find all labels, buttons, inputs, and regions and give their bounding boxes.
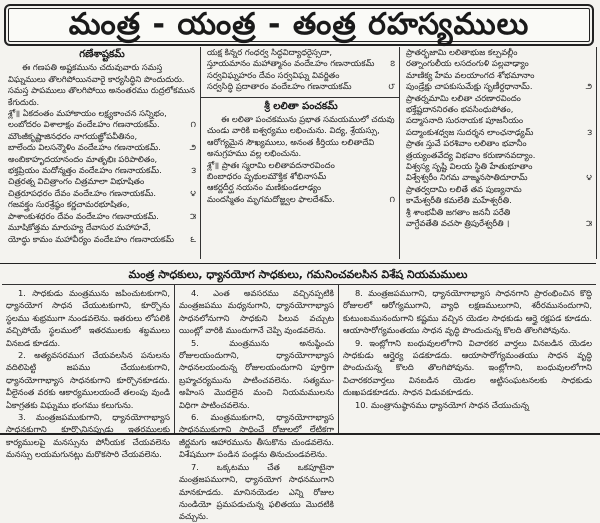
verse-text: పుండ్రేక్షు చాపకుసుమేక్షు సృణీర్దధానామ్. [406,81,533,92]
verse-text: పద్మాంకుశధ్వజ సుదర్శన లాంఛనాఢ్యమ్ [406,126,534,137]
lalita-heading: శ్రీ లలితా పంచకమ్ [264,100,338,112]
verse-number: ౧ [190,119,196,130]
ganesha-heading: గణేశాష్టకమ్ [79,49,125,60]
verse-text: విశ్వేశ్వరీం నిగమ వాఙ్మనసాతిదూరామ్ [406,172,528,183]
rule-item: 7. ఒక్కటము చేత ఒకపూటైనా మంత్రజపముగాని, ధ్యానయోగ సాధనముగాని మానకూడదు. మానినయెడల ఎన్ని రోజుల నుండియో ప్రమపడుచున్న ఫలితయు మొదటికి వచ్చును. [179,461,334,522]
middle-column [200,47,399,259]
verse-text: ప్రాతర్వదామి లలితే తవ పుణ్యనామ [406,183,522,194]
page-title: మంత్ర - యంత్ర - తంత్ర రహస్యములు [68,7,530,42]
verse-text: చిత్రరత్న విచిత్రాంగం చిత్రమాలా విభూషితం [8,176,145,187]
verse-number: ౨ [189,142,196,153]
verse-text: అంబికాహృదయానందం మాతృభిః పరిపాలితం, [8,153,158,164]
horizontal-rule [0,263,596,264]
verse-number: ౪ [586,172,592,183]
rule-item: 2. అత్యవసరముగ చేయవలసిన పనులను వదిలిపెట్టి జపము చేయుటకుగాని, ధ్యానయోగాభ్యాస సాధనకుగాని కూర్చొనకూడదు. వీలైనంత వరకు ఆకార్యములయందే తలంపు వుండి ఏకాగ్రతకు విఘ్నము భంగము కలుగును. [6,350,170,410]
verse-text: శ్రీ శాంభవీతి జగతాం జననీ పరేతి [406,206,511,217]
verse-text: భక్తప్రియం మదోన్మత్తం వందేఽహం గణనాయకమ్. [8,165,162,176]
verse-text: శ్లో॥ ప్రాతః స్మరామి లలితావదనారవిందం [207,159,335,170]
bottom-border [0,433,600,435]
title-banner [4,4,594,46]
verse-line [207,47,395,58]
verse-line [207,58,395,69]
verse-line [406,218,592,229]
hymns-section [2,47,596,257]
verse-text: లంబోదరం విశాలాక్షం వందేఽహం గణనాయకమ్. [8,119,160,130]
verse-number: ౩ [191,165,196,176]
verse-number: ౭ [390,58,395,69]
verse-line [406,161,592,172]
verse-text: ఆకర్ణదీర్ఘ నయనం మణికుండలాఢ్యం [207,182,322,193]
verse-text: త్రయ్యంతవేద్య విభవాం కరుణానవద్యాం. [406,149,536,160]
verse-line [8,234,196,245]
verse-text: యోద్ధు కామం మహావీర్యం వందేఽహం గణనాయకమ్ [8,233,174,244]
verse-line [406,138,592,149]
verse-number: ౫ [190,210,196,221]
verse-text: వాగ్దేవతేతి వచసా త్రిపురేశ్వరీతి । [406,218,510,229]
verse-line [8,131,196,142]
verse-number: ౧ [389,193,395,204]
verse-line [207,160,395,171]
verse-text: మూషికోత్తమ మారుహ్య దేవాసుర మహాహవే, [8,222,151,233]
verse-text: భక్తేష్టదాననిరతం భవసింధుపోతం, [406,104,514,115]
verse-line [406,58,592,69]
verse-text: పాశాంకుశధరం దేవం వందేఽహం గణనాయకమ్. [8,210,159,221]
verse-number: ౩ [587,126,592,137]
verse-line [406,93,592,104]
ganesha-verses [8,108,196,245]
verse-text: సర్వసిద్ధి ప్రదాతారం వందేఽహం గణనాయకమ్ [207,81,352,92]
verse-line [406,150,592,161]
verse-text: శ్లో॥ ఏకదంతం మహాకాయం లక్ష్యకాంచన సన్నిభం, [8,108,167,119]
verse-line [207,171,395,182]
verse-line [8,199,196,210]
verse-line [207,182,395,193]
verse-line [8,165,196,176]
rule-item: 4. ఎంత అవసరము వచ్చినప్పటికి మంత్రజపము మధ్యనుగాని, ధ్యానయోగాభ్యాస సాధనలోనుగాని సాధకుని పిలువ వచ్చుట యింట్లో వారికి ముందుగానే చెప్పి వుండవలెను. [179,288,334,336]
verse-line [8,188,196,199]
verse-line [8,222,196,233]
rule-item: 3. మంత్రజపముకుగాని, ధ్యానయోగాభ్యాస సాధనకుగాని కూర్చొనినప్పుడు ఇతరములకు కార్యములపై మనస్సును పోనీయక చేయవలెను మనస్సు లయమగునట్లు మరొకసారి చేయవలెను. [6,412,170,460]
rules-column-2 [174,285,338,522]
rules-section [2,284,596,522]
verse-text: బింబాధరం పృథులమౌక్తిక శోభినాసమ్ [207,171,327,182]
verse-line [406,104,592,115]
lalita-intro: ఈ లలితా పంచకమును ప్రభాత సమయములో చదువు చుండు వారికి ఐశ్వర్యము లభించును. విద్య, శ్రేయస్సు, ఆరోగ్యమైన సౌఖ్యములు, అనంత కీర్తియు లలితాదేవి అనుగ్రహము వల్ల లభించును. [207,114,395,159]
verse-text: ప్రాతః స్తువే పరశివాం లలితాం భవానీం [406,138,527,149]
right-column [399,47,596,259]
rule-item: 5. మంత్రమును అనుష్ఠించు రోజులయందుగాని, ధ్యానయోగాభ్యాస సాధనలయందున్న రోజులయందుగాని పూర్తిగా బ్రహ్మచర్యమును పాటించవలెను. సత్యము-అహింస మొదలైన మంచి నియమములను విధిగా పాటించవలెను. [179,337,334,410]
verse-line [406,195,592,206]
verse-number: ౫ [586,218,592,229]
verse-text: యక్ష కిన్నర గంధర్వ సిద్ధవిద్యాధరైస్సదా, [207,47,332,57]
verse-line [8,154,196,165]
verse-line [406,70,592,81]
verse-text: మందస్మితం మృగమదోజ్జ్వల ఫాలదేశమ్. [207,193,335,204]
ganesha-column [2,47,200,259]
verse-line [406,172,592,183]
ganesha-intro: ఈ గణపతి అష్టకమును చదువువారు సమస్త విఘ్నములు తొలగిపోయినవారై కార్యసిద్ధిని పొందుదురు. సమస్త పాపములు తొలగిపోయి అనంతరము రుద్రలోకమున కేగుదురు. [8,62,195,107]
verse-text: ప్రాతర్నమామి లలితా చరణారవిందం [406,92,521,103]
verse-text: రత్నాంగులీయ లసదంగుళి పల్లవాఢ్యాం [406,58,529,69]
lalita-verses-part2 [406,47,592,230]
verse-line [406,47,592,58]
rule-item: 6. మంత్రముకుగాని, ధ్యానయోగాభ్యాస సాధనముకుగాని సాధించే రోజులలో లేటికగా జీర్ణమగు ఆహారమును తీసుకొను చుండవలెను. విశేషముగా పండిన పండ్లను తినుచుండవలెను. [179,412,334,460]
verse-text: ప్రాతర్భజామి లలితాభుజ కల్పవల్లీం [406,47,518,57]
verse-line [406,115,592,126]
lalita-verses-part1 [207,160,395,206]
rule-item: 8. మంత్రజపముగాని, ధ్యానయోగాభ్యాస సాధనగాని ప్రారంభించిన కొద్ది రోజులలో ఆరోగ్యముగాని, వ్యాధి లక్షణములుగాని, శరీరమునందుగాని, కుటుంబమునందుగాని కష్టము వచ్చిన యెడల సాధకుడు ఆర్తై రక్షపడ కూడదు. ఆయాసారోగ్యమంతయు సాధన వృద్ధి పొందుచున్న కొలది తొలగిపోవును. [343,288,592,336]
verse-number: ౨ [585,81,592,92]
verse-text: బాలేందు విలసన్మౌళిం వందేఽహం గణనాయకమ్. [8,142,161,153]
verse-line [207,81,395,92]
verse-line [8,142,196,153]
verse-number: ౬ [190,233,196,244]
verse-text: స్తూయమానం మహాత్మానం వందేఽహం గణనాయకమ్ [207,58,375,69]
verse-line [207,194,395,205]
rule-item: 10. మంత్రానుష్ఠానము ధ్యానయోగ సాధన చేయుచున్న [355,399,529,410]
rules-column-3 [338,285,596,433]
verse-line [8,176,196,187]
verse-line [8,119,196,130]
verse-text: కామేశ్వరీతి కమలేతి మహేశ్వరీతి. [406,195,512,206]
column-border [596,47,597,259]
verse-text: సర్వవిఘ్నహరం దేవం సర్వవిఘ్న వివర్జితం [207,69,340,80]
verse-text: పద్మాసనాది సురనాయక పూజనీయం [406,115,524,126]
verse-text: మౌంజీకృష్ణాజినధరం నాగయజ్ఞోపవీతినం, [8,130,138,141]
verse-line [406,127,592,138]
section-divider [201,97,399,98]
verse-text: విశ్వస్య సృష్టి విలయ స్థితి హేతుభూతాం [406,161,533,172]
rule-item: 1. సాధకుడు మంత్రమును జపించుటకుగాని, ధ్యానయోగ సాధన చేయుటకుగాని, కూర్చొను స్థలము శుభ్రముగా నుండవలెను. ఇతరులు లోపలికి వచ్చిపోయే స్థలములో ఇతరములకు శబ్దములు వినబడ కూడదు. [6,288,170,348]
verse-text: చిత్రరూపధరం దేవం వందేఽహం గణనాయకమ్. [8,187,157,198]
verse-line [406,81,592,92]
verse-line [207,70,395,81]
verse-line [8,108,196,119]
ganesha-verses-continued [207,47,395,93]
verse-number: ౮ [388,81,395,92]
verse-line [8,211,196,222]
verse-text: మాణిక్య హేమ వలయాంగద శోభమానాం [406,69,535,80]
rules-heading: మంత్ర సాధకులు, ధ్యానయోగ సాధకులు, గమనించవలసిన విశేష నియమములు [128,268,468,281]
verse-line [406,207,592,218]
rule-item: 9. ఇంట్లోగాని బంధువులలోగాని విచారకర వార్తలు వినబడిన యెడల సాధకుడు ఆర్తైర్య పడకూడదు. ఆయాసారోగ్యమంతయు సాధన వృద్ధి పొందుచున్న కొలది తొలగిపోవును. ఇంట్లోగాని, బంధువులలోగాని విచారకరవార్తలు వినబడిన యెడల అట్టిసంఘటనలకు సాధకుడు దుఃఖపడకూడదు. సాధన విడువకూడదు. [343,337,592,398]
verse-text: గజవక్త్రం సురశ్రేష్ఠం కర్ణచామరభూషితం, [8,199,130,210]
verse-line [406,184,592,195]
rules-column-1 [2,285,174,460]
verse-number: ౪ [190,187,196,198]
